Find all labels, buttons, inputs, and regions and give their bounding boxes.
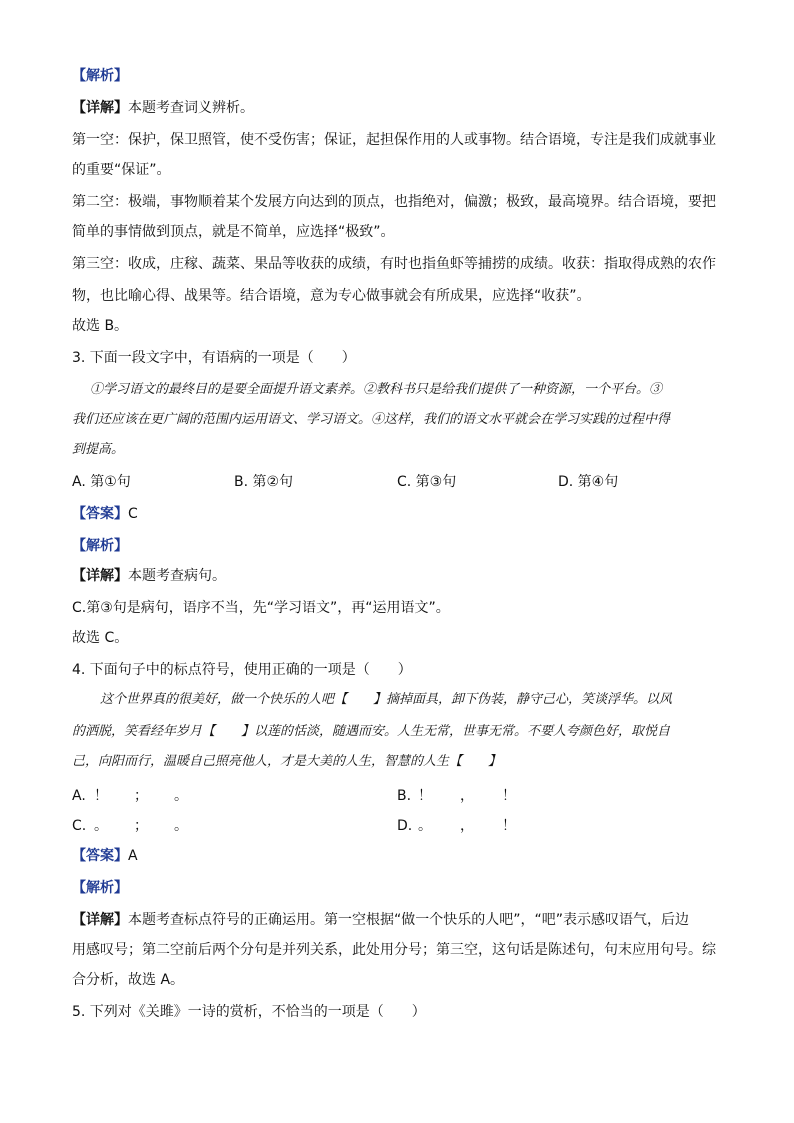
detail-line: [72, 910, 732, 930]
question-3-passage-line: 到提高。: [72, 442, 125, 457]
question-3-passage-line: ①学习语文的最终目的是要全面提升语文素养。②教科书只是给我们提供了一种资源，一个平台。③: [90, 382, 663, 397]
question-3-stem: 3. 下面一段文字中，有语病的一项是（ ）: [72, 350, 356, 366]
option-mark-3: 。: [174, 788, 188, 804]
question-3-option-c: C. 第③句: [397, 474, 457, 490]
answer-value: A: [128, 848, 138, 864]
analysis-tag: 【解析】: [72, 68, 128, 84]
option-mark-2: ，: [460, 818, 474, 834]
explanation-line: 第二空：极端，事物顺着某个发展方向达到的顶点，也指绝对，偏激；极致，最高境界。结合语境，要把: [72, 194, 716, 210]
detail-text: 本题考查词义辨析。: [128, 100, 254, 116]
detail-text: 本题考查标点符号的正确运用。第一空根据“做一个快乐的人吧”，“吧”表示感叹语气，后边: [128, 912, 690, 928]
question-4-passage-line: 的洒脱，笑看经年岁月【 】以莲的恬淡，随遇而安。人生无常，世事无常。不要人夸颜色好，取悦自: [72, 724, 671, 739]
option-mark-3: 。: [174, 818, 188, 834]
conclusion-line: 故选 B。: [72, 318, 129, 334]
question-4-stem: 4. 下面句子中的标点符号，使用正确的一项是（ ）: [72, 662, 412, 678]
question-3-passage-line: 我们还应该在更广阔的范围内运用语文、学习语文。④这样，我们的语文水平就会在学习实践的过程中得: [72, 412, 671, 427]
explanation-line: 的重要“保证”。: [72, 162, 171, 178]
question-4-passage-line: 己，向阳而行，温暖自己照亮他人，才是大美的人生，智慧的人生【 】: [72, 754, 502, 769]
option-mark-2: ，: [460, 788, 474, 804]
detail-tag: 【详解】: [72, 568, 128, 584]
question-3-option-b: B. 第②句: [234, 474, 294, 490]
question-3-option-d: D. 第④句: [558, 474, 619, 490]
answer-value: C: [128, 506, 138, 522]
option-letter: D.: [397, 818, 413, 834]
conclusion-line: 故选 C。: [72, 630, 129, 646]
explanation-line: C.第③句是病句，语序不当，先“学习语文”，再“运用语文”。: [72, 600, 450, 616]
detail-tag: 【详解】: [72, 912, 128, 928]
explanation-line: 第一空：保护，保卫照管，使不受伤害；保证，起担保作用的人或事物。结合语境，专注是我们成就事业: [72, 132, 716, 148]
option-mark-1: 。: [94, 818, 108, 834]
answer-tag: 【答案】: [72, 506, 128, 522]
question-4-passage-line: 这个世界真的很美好，做一个快乐的人吧【 】摘掉面具，卸下伪装，静守己心，笑谈浮华。以风: [100, 692, 673, 707]
analysis-tag: 【解析】: [72, 538, 128, 554]
option-mark-1: ！: [94, 788, 108, 804]
option-mark-2: ；: [134, 818, 148, 834]
answer-line: [72, 846, 732, 866]
analysis-tag: 【解析】: [72, 880, 128, 896]
detail-text: 本题考查病句。: [128, 568, 226, 584]
answer-tag: 【答案】: [72, 848, 128, 864]
question-3-option-a: A. 第①句: [72, 474, 131, 490]
option-letter: C.: [72, 818, 87, 834]
option-mark-3: ！: [502, 818, 516, 834]
detail-line: [72, 98, 732, 118]
option-mark-1: 。: [418, 818, 432, 834]
explanation-line: 用感叹号；第二空前后两个分句是并列关系，此处用分号；第三空，这句话是陈述句，句末应用句号。综: [72, 942, 716, 958]
answer-line: [72, 504, 732, 524]
option-letter: B.: [397, 788, 412, 804]
question-5-stem: 5. 下列对《关雎》一诗的赏析，不恰当的一项是（ ）: [72, 1004, 426, 1020]
option-mark-2: ；: [134, 788, 148, 804]
option-mark-3: ！: [502, 788, 516, 804]
explanation-line: 合分析，故选 A。: [72, 972, 185, 988]
explanation-line: 简单的事情做到顶点，就是不简单，应选择“极致”。: [72, 224, 395, 240]
detail-tag: 【详解】: [72, 100, 128, 116]
explanation-line: 第三空：收成，庄稼、蔬菜、果品等收获的成绩，有时也指鱼虾等捕捞的成绩。收获：指取得成熟的农作: [72, 256, 716, 272]
option-letter: A.: [72, 788, 86, 804]
detail-line: [72, 566, 732, 586]
explanation-line: 物，也比喻心得、战果等。结合语境，意为专心做事就会有所成果，应选择“收获”。: [72, 288, 591, 304]
option-mark-1: ！: [418, 788, 432, 804]
